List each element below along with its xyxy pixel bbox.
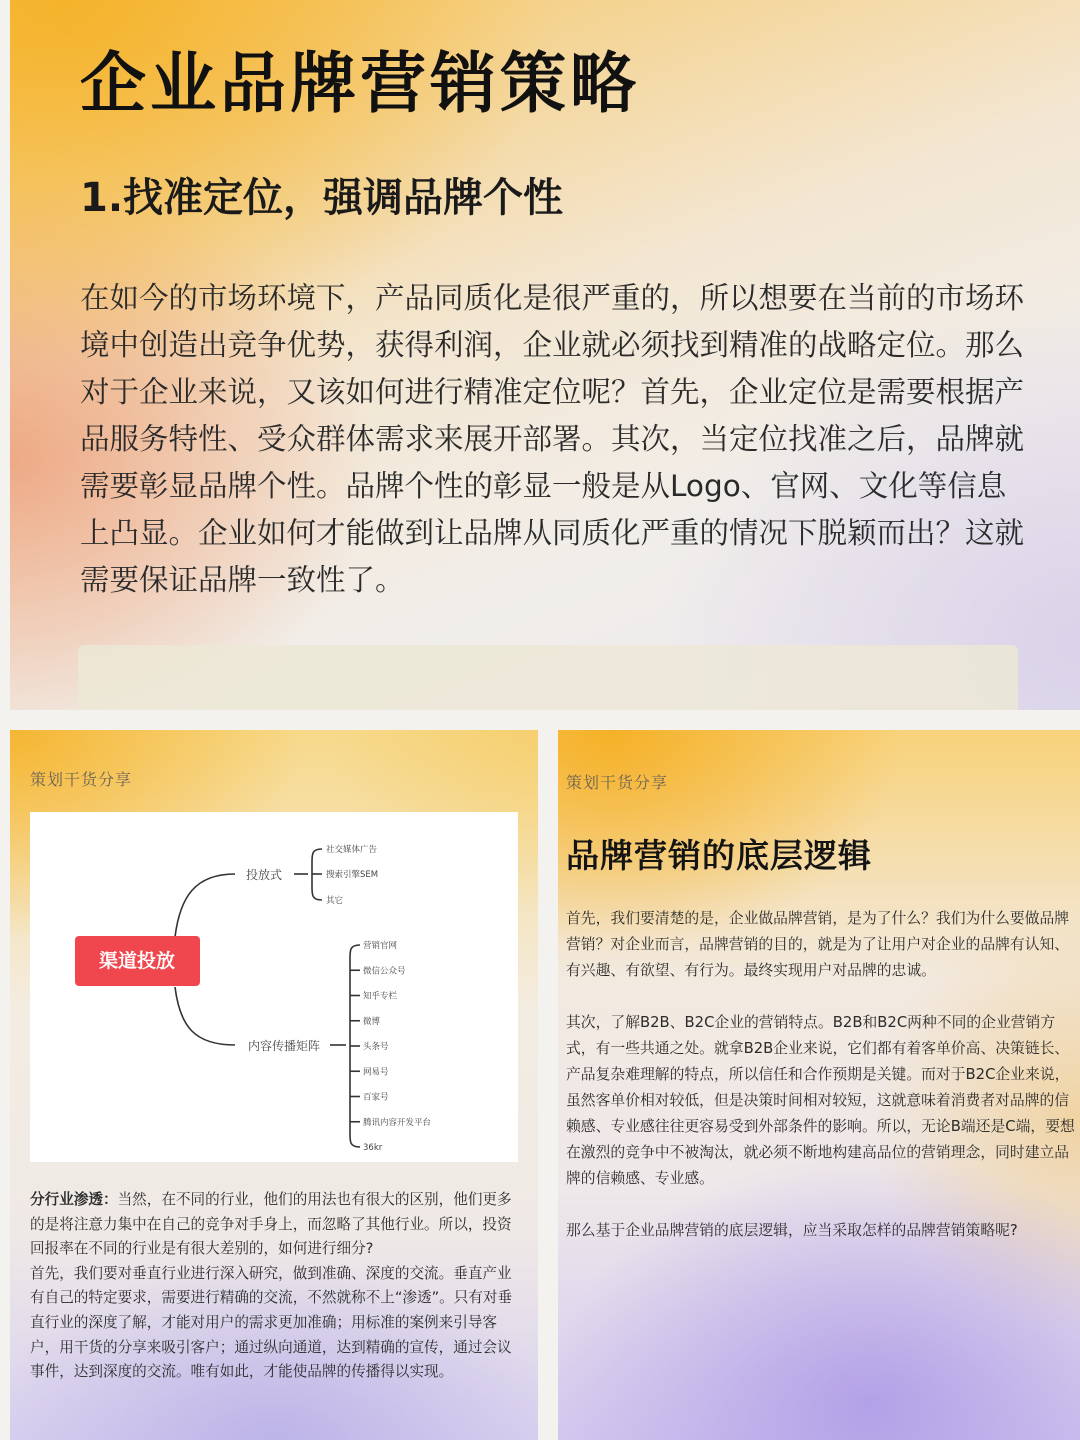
mindmap-leaf: 头条号 <box>363 1042 389 1052</box>
mindmap-leaf: 腾讯内容开发平台 <box>363 1117 432 1128</box>
right-paragraph-3: 那么基于企业品牌营销的底层逻辑，应当采取怎样的品牌营销策略呢? <box>566 1222 1018 1239</box>
right-card-body <box>566 906 1078 1270</box>
mindmap-leaf: 微信公众号 <box>363 966 406 977</box>
mindmap-root-label: 渠道投放 <box>98 950 176 972</box>
mindmap-leaf: 微博 <box>363 1016 381 1027</box>
card-tag: 策划干货分享 <box>30 770 133 789</box>
mindmap-leaf: 知乎专栏 <box>363 991 398 1002</box>
mindmap-leaf: 网易号 <box>363 1067 389 1078</box>
left-paragraph-2: 首先，我们要对垂直行业进行深入研究，做到准确、深度的交流。垂直产业有自己的特定要求，需要进行精确的交流，不然就称不上“渗透”。只有对垂直行业的深度了解，才能对用户的需求更加准确；用标准的案例来引导客户，用干货的分享来吸引客户；通过纵向通道，达到精确的宣传，通过会议事件，达到深度的交流。唯有如此，才能使品牌的传播得以实现。 <box>30 1264 513 1381</box>
mindmap-leaf: 社交媒体广告 <box>326 845 378 855</box>
left-paragraph-1 <box>30 1188 525 1262</box>
mindmap-leaf: 其它 <box>326 896 344 906</box>
top-panel <box>10 0 1080 710</box>
section-heading: 1.找准定位，强调品牌个性 <box>80 175 564 221</box>
mindmap-leaf: 36kr <box>363 1143 383 1153</box>
mindmap-leaf: 搜索引擎SEM <box>326 870 379 880</box>
left-card-body <box>30 1188 525 1385</box>
mindmap-branch-top: 投放式 <box>246 868 283 882</box>
lead-label: 分行业渗透： <box>30 1191 118 1208</box>
intro-paragraph: 在如今的市场环境下，产品同质化是很严重的，所以想要在当前的市场环境中创造出竞争优势，获得利润，企业就必须找到精准的战略定位。那么对于企业来说，又该如何进行精准定位呢？首先，企业定位是需要根据产品服务特性、受众群体需求来展开部署。其次，当定位找准之后，品牌就需要彰显品牌个性。品牌个性的彰显一般是从Logo、官网、文化等信息上凸显。企业如何才能做到让品牌从同质化严重的情况下脱颖而出？这就需要保证品牌一致性了。 <box>80 281 1025 597</box>
left-card <box>10 730 538 1440</box>
mindmap-diagram <box>30 812 518 1162</box>
right-card <box>558 730 1080 1440</box>
blank-placeholder-box <box>78 645 1018 710</box>
card-tag: 策划干货分享 <box>566 773 669 792</box>
mindmap-image <box>30 812 518 1162</box>
mindmap-leaf: 百家号 <box>363 1092 389 1103</box>
left-paragraph-1-text: 当然，在不同的行业，他们的用法也有很大的区别，他们更多的是将注意力集中在自己的竞争对手身上，而忽略了其他行业。所以，投资回报率在不同的行业是有很大差别的，如何进行细分? <box>30 1191 512 1258</box>
page-title: 企业品牌营销策略 <box>80 45 640 122</box>
right-paragraph-2: 其次，了解B2B、B2C企业的营销特点。B2B和B2C两种不同的企业营销方式，有一些共通之处。就拿B2B企业来说，它们都有着客单价高、决策链长、产品复杂难理解的特点，所以信任和合作预期是关键。而对于B2C企业来说，虽然客单价相对较低，但是决策时间相对较短，这就意味着消费者对品牌的信赖感、专业感往往更容易受到外部条件的影响。所以，无论B端还是C端，要想在激烈的竞争中不被淘汰，就必须不断地构建高品位的营销理念，同时建立品牌的信赖感、专业感。 <box>566 1014 1075 1187</box>
right-paragraph-1: 首先，我们要清楚的是，企业做品牌营销，是为了什么？我们为什么要做品牌营销？对企业而言，品牌营销的目的，就是为了让用户对企业的品牌有认知、有兴趣、有欲望、有行为。最终实现用户对品牌的忠诚。 <box>566 910 1070 979</box>
mindmap-leaf: 营销官网 <box>363 941 398 951</box>
mindmap-branch-bottom: 内容传播矩阵 <box>248 1039 321 1053</box>
right-card-title: 品牌营销的底层逻辑 <box>566 836 872 875</box>
